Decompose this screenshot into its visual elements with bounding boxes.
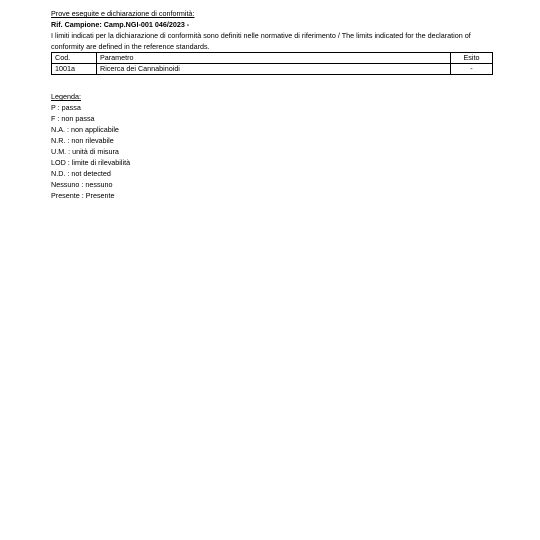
report-page xyxy=(51,8,493,201)
row-code: 1001a xyxy=(52,64,97,75)
legend-item: N.D. : not detected xyxy=(51,169,111,178)
legend-item: LOD : limite di rilevabilità xyxy=(51,158,131,167)
legend-item: F : non passa xyxy=(51,114,95,123)
table-header-row xyxy=(52,53,493,64)
legend-item: Presente : Presente xyxy=(51,191,115,200)
row-result: - xyxy=(451,64,493,75)
results-table xyxy=(51,52,493,75)
section-heading: Prove eseguite e dichiarazione di conformità: xyxy=(51,9,195,18)
header-parameter: Parametro xyxy=(97,53,451,64)
limits-intro-text: I limiti indicati per la dichiarazione di conformità sono definiti nelle normative di riferimento / The limits indicated for the declaration of conformity are defined in the reference standards. xyxy=(51,31,471,51)
header-result: Esito xyxy=(451,53,493,64)
legend-item: N.R. : non rilevabile xyxy=(51,136,114,145)
header-code: Cod. xyxy=(52,53,97,64)
legend-title: Legenda: xyxy=(51,92,81,101)
table-row xyxy=(52,64,493,75)
row-parameter: Ricerca dei Cannabinoidi xyxy=(97,64,451,75)
legend-item: N.A. : non applicabile xyxy=(51,125,119,134)
legend-item: P : passa xyxy=(51,103,81,112)
legend-item: Nessuno : nessuno xyxy=(51,180,113,189)
legend-item: U.M. : unità di misura xyxy=(51,147,119,156)
sample-reference: Rif. Campione: Camp.NGI-001 046/2023 - xyxy=(51,20,190,29)
legend xyxy=(51,91,493,201)
